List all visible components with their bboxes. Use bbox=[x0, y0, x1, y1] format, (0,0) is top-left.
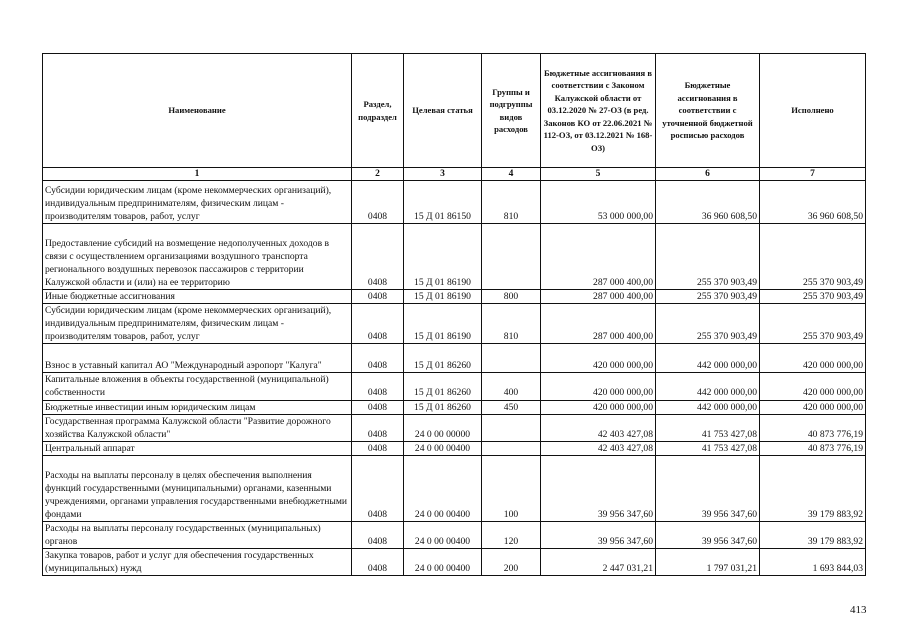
header-section: Раздел, подраздел bbox=[352, 54, 404, 168]
row-executed-amount: 40 873 776,19 bbox=[760, 414, 866, 441]
row-target: 24 0 00 00000 bbox=[404, 414, 482, 441]
row-section: 0408 bbox=[352, 304, 404, 344]
row-target: 15 Д 01 86190 bbox=[404, 304, 482, 344]
row-target: 15 Д 01 86190 bbox=[404, 224, 482, 290]
row-target: 24 0 00 00400 bbox=[404, 455, 482, 521]
row-name: Центральный аппарат bbox=[43, 441, 352, 455]
row-section: 0408 bbox=[352, 549, 404, 576]
row-group: 100 bbox=[482, 455, 541, 521]
row-name: Иные бюджетные ассигнования bbox=[43, 290, 352, 304]
row-name: Субсидии юридическим лицам (кроме некоммерческих организаций), индивидуальным предпринимателям, физическим лицам - производителям товаров, работ, услуг bbox=[43, 304, 352, 344]
row-refined-amount: 41 753 427,08 bbox=[656, 414, 760, 441]
row-name: Закупка товаров, работ и услуг для обеспечения государственных (муниципальных) нужд bbox=[43, 549, 352, 576]
row-section: 0408 bbox=[352, 224, 404, 290]
row-name: Расходы на выплаты персоналу в целях обеспечения выполнения функций государственными (муниципальными) органами, казенными учреждениями, органами управления государственными внебюджетными фондами bbox=[43, 455, 352, 521]
table-row bbox=[43, 373, 866, 400]
table-row bbox=[43, 344, 866, 373]
column-numbers-row bbox=[43, 168, 866, 181]
row-name: Субсидии юридическим лицам (кроме некоммерческих организаций), индивидуальным предпринимателям, физическим лицам - производителям товаров, работ, услуг bbox=[43, 181, 352, 224]
row-executed-amount: 1 693 844,03 bbox=[760, 549, 866, 576]
row-law-amount: 420 000 000,00 bbox=[541, 344, 656, 373]
row-refined-amount: 39 956 347,60 bbox=[656, 455, 760, 521]
header-law: Бюджетные ассигнования в соответствии с Законом Калужской области от 03.12.2020 № 27-ОЗ (в ред. Законов КО от 22.06.2021 № 112-ОЗ, от 03.12.2021 № 168-ОЗ) bbox=[541, 54, 656, 168]
row-law-amount: 53 000 000,00 bbox=[541, 181, 656, 224]
row-group bbox=[482, 344, 541, 373]
row-refined-amount: 442 000 000,00 bbox=[656, 344, 760, 373]
row-target: 15 Д 01 86190 bbox=[404, 290, 482, 304]
column-number: 7 bbox=[760, 168, 866, 181]
row-law-amount: 39 956 347,60 bbox=[541, 455, 656, 521]
row-law-amount: 420 000 000,00 bbox=[541, 373, 656, 400]
row-section: 0408 bbox=[352, 400, 404, 414]
row-section: 0408 bbox=[352, 181, 404, 224]
row-group bbox=[482, 224, 541, 290]
header-group: Группы и подгруппы видов расходов bbox=[482, 54, 541, 168]
header-executed: Исполнено bbox=[760, 54, 866, 168]
row-group: 800 bbox=[482, 290, 541, 304]
column-number: 1 bbox=[43, 168, 352, 181]
table-row bbox=[43, 414, 866, 441]
row-executed-amount: 255 370 903,49 bbox=[760, 304, 866, 344]
row-refined-amount: 442 000 000,00 bbox=[656, 373, 760, 400]
row-executed-amount: 255 370 903,49 bbox=[760, 224, 866, 290]
row-refined-amount: 255 370 903,49 bbox=[656, 290, 760, 304]
row-name: Государственная программа Калужской области "Развитие дорожного хозяйства Калужской области" bbox=[43, 414, 352, 441]
row-target: 15 Д 01 86260 bbox=[404, 344, 482, 373]
row-refined-amount: 442 000 000,00 bbox=[656, 400, 760, 414]
row-section: 0408 bbox=[352, 414, 404, 441]
row-executed-amount: 39 179 883,92 bbox=[760, 455, 866, 521]
row-name: Капитальные вложения в объекты государственной (муниципальной) собственности bbox=[43, 373, 352, 400]
row-group: 120 bbox=[482, 521, 541, 548]
table-row bbox=[43, 521, 866, 548]
row-refined-amount: 255 370 903,49 bbox=[656, 224, 760, 290]
row-name: Бюджетные инвестиции иным юридическим лицам bbox=[43, 400, 352, 414]
column-number: 6 bbox=[656, 168, 760, 181]
column-number: 3 bbox=[404, 168, 482, 181]
row-target: 15 Д 01 86150 bbox=[404, 181, 482, 224]
row-law-amount: 42 403 427,08 bbox=[541, 414, 656, 441]
table-row bbox=[43, 181, 866, 224]
row-law-amount: 287 000 400,00 bbox=[541, 290, 656, 304]
row-refined-amount: 1 797 031,21 bbox=[656, 549, 760, 576]
page-number: 413 bbox=[850, 604, 867, 616]
row-group bbox=[482, 414, 541, 441]
column-number: 2 bbox=[352, 168, 404, 181]
column-number: 4 bbox=[482, 168, 541, 181]
row-executed-amount: 39 179 883,92 bbox=[760, 521, 866, 548]
row-target: 15 Д 01 86260 bbox=[404, 373, 482, 400]
row-refined-amount: 41 753 427,08 bbox=[656, 441, 760, 455]
row-refined-amount: 255 370 903,49 bbox=[656, 304, 760, 344]
row-section: 0408 bbox=[352, 344, 404, 373]
row-section: 0408 bbox=[352, 373, 404, 400]
column-number: 5 bbox=[541, 168, 656, 181]
table-row bbox=[43, 441, 866, 455]
table-row bbox=[43, 304, 866, 344]
row-executed-amount: 420 000 000,00 bbox=[760, 400, 866, 414]
row-name: Предоставление субсидий на возмещение недополученных доходов в связи с осуществлением организациями воздушного транспорта регионального воздушных перевозок пассажиров с территории Калужской области и (или) на ее территорию bbox=[43, 224, 352, 290]
row-section: 0408 bbox=[352, 441, 404, 455]
row-section: 0408 bbox=[352, 521, 404, 548]
row-executed-amount: 420 000 000,00 bbox=[760, 373, 866, 400]
row-executed-amount: 36 960 608,50 bbox=[760, 181, 866, 224]
header-target: Целевая статья bbox=[404, 54, 482, 168]
budget-table bbox=[42, 53, 866, 576]
row-target: 24 0 00 00400 bbox=[404, 441, 482, 455]
row-name: Взнос в уставный капитал АО "Международный аэропорт "Калуга" bbox=[43, 344, 352, 373]
header-refined: Бюджетные ассигнования в соответствии с уточненной бюджетной росписью расходов bbox=[656, 54, 760, 168]
row-group bbox=[482, 441, 541, 455]
row-executed-amount: 420 000 000,00 bbox=[760, 344, 866, 373]
row-law-amount: 39 956 347,60 bbox=[541, 521, 656, 548]
row-section: 0408 bbox=[352, 290, 404, 304]
row-refined-amount: 39 956 347,60 bbox=[656, 521, 760, 548]
header-name: Наименование bbox=[43, 54, 352, 168]
row-executed-amount: 40 873 776,19 bbox=[760, 441, 866, 455]
row-target: 15 Д 01 86260 bbox=[404, 400, 482, 414]
table-row bbox=[43, 455, 866, 521]
table-row bbox=[43, 400, 866, 414]
row-group: 400 bbox=[482, 373, 541, 400]
table-row bbox=[43, 224, 866, 290]
row-law-amount: 42 403 427,08 bbox=[541, 441, 656, 455]
row-name: Расходы на выплаты персоналу государственных (муниципальных) органов bbox=[43, 521, 352, 548]
row-refined-amount: 36 960 608,50 bbox=[656, 181, 760, 224]
row-group: 810 bbox=[482, 181, 541, 224]
row-executed-amount: 255 370 903,49 bbox=[760, 290, 866, 304]
header-row bbox=[43, 54, 866, 168]
table-row bbox=[43, 290, 866, 304]
row-group: 200 bbox=[482, 549, 541, 576]
row-law-amount: 287 000 400,00 bbox=[541, 224, 656, 290]
row-law-amount: 2 447 031,21 bbox=[541, 549, 656, 576]
row-section: 0408 bbox=[352, 455, 404, 521]
row-group: 450 bbox=[482, 400, 541, 414]
row-target: 24 0 00 00400 bbox=[404, 549, 482, 576]
table-row bbox=[43, 549, 866, 576]
row-target: 24 0 00 00400 bbox=[404, 521, 482, 548]
row-group: 810 bbox=[482, 304, 541, 344]
row-law-amount: 287 000 400,00 bbox=[541, 304, 656, 344]
row-law-amount: 420 000 000,00 bbox=[541, 400, 656, 414]
